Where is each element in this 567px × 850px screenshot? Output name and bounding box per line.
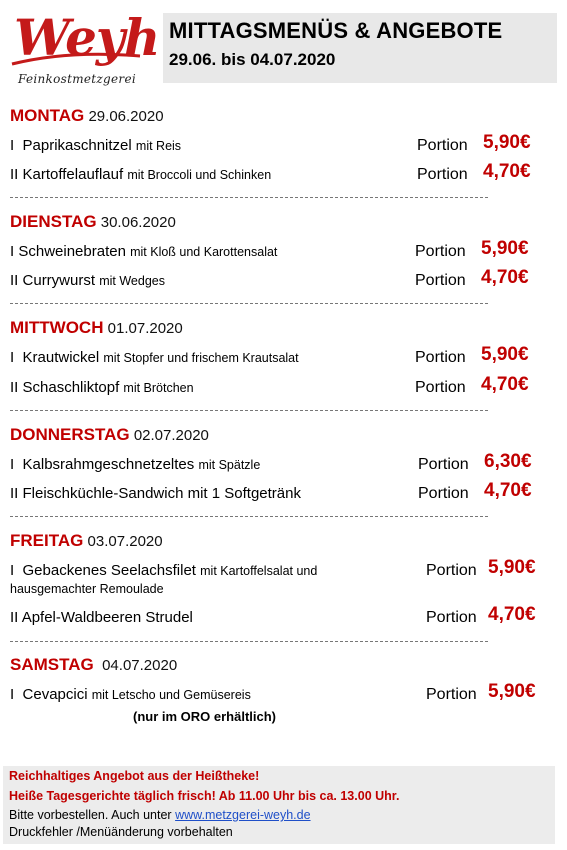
dashed-divider xyxy=(10,410,488,411)
price: 5,90€ xyxy=(488,557,536,578)
logo-subtitle: Feinkostmetzgerei xyxy=(18,72,136,86)
price: 4,70€ xyxy=(481,267,529,288)
dashed-divider xyxy=(10,641,488,642)
item-number: I xyxy=(10,686,15,703)
dish-name: Krautwickel xyxy=(22,349,100,366)
price: 5,90€ xyxy=(481,344,529,365)
portion-label: Portion xyxy=(417,137,468,154)
footer-line-4: Druckfehler /Menüänderung vorbehalten xyxy=(9,825,233,839)
price: 4,70€ xyxy=(488,604,536,625)
portion-label: Portion xyxy=(415,379,466,396)
item-number: II xyxy=(10,609,19,626)
item-number: I xyxy=(10,349,15,366)
item-number: I xyxy=(10,562,15,579)
dish-side-continued: hausgemachter Remoulade xyxy=(10,582,164,596)
saturday-note: (nur im ORO erhältlich) xyxy=(133,709,277,724)
day-date: 03.07.2020 xyxy=(87,533,163,550)
dish-side: mit Reis xyxy=(135,139,182,153)
price: 5,90€ xyxy=(481,238,529,259)
dish-name: Apfel-Waldbeeren Strudel xyxy=(21,609,193,626)
dish-text xyxy=(10,243,277,261)
brand-logo xyxy=(8,6,160,90)
dashed-divider xyxy=(10,303,488,304)
item-number: I xyxy=(10,243,15,260)
footer-line-2: Heiße Tagesgerichte täglich frisch! Ab 11.00 Uhr bis ca. 13.00 Uhr. xyxy=(9,789,400,803)
dish-name: Paprikaschnitzel xyxy=(22,137,132,154)
day-heading-tuesday xyxy=(10,212,176,233)
day-name: MONTAG xyxy=(10,106,85,125)
dish-name: Kalbsrahmgeschnetzeltes xyxy=(22,456,195,473)
day-heading-saturday xyxy=(10,655,177,676)
dish-text xyxy=(10,609,193,627)
menu-header xyxy=(163,13,557,83)
dish-text xyxy=(10,349,299,367)
footer-preorder-text: Bitte vorbestellen. Auch unter xyxy=(9,808,172,822)
dish-side: mit Wedges xyxy=(99,274,165,288)
dish-name: Cevapcici xyxy=(22,686,88,703)
dish-side: mit Brötchen xyxy=(123,381,194,395)
dish-text xyxy=(10,272,165,290)
dish-side: mit Broccoli und Schinken xyxy=(127,168,272,182)
portion-label: Portion xyxy=(417,166,468,183)
dish-text xyxy=(10,166,271,184)
portion-label: Portion xyxy=(426,609,477,626)
day-heading-monday xyxy=(10,106,164,127)
dish-text xyxy=(10,137,181,155)
price: 4,70€ xyxy=(481,374,529,395)
price: 6,30€ xyxy=(484,451,532,472)
day-name: DONNERSTAG xyxy=(10,425,130,444)
item-number: II xyxy=(10,379,19,396)
day-name: FREITAG xyxy=(10,531,84,550)
dish-name: Schaschliktopf xyxy=(22,379,120,396)
dish-side: mit Spätzle xyxy=(198,458,261,472)
day-heading-thursday xyxy=(10,425,209,446)
item-number: I xyxy=(10,137,15,154)
day-name: DIENSTAG xyxy=(10,212,97,231)
page-title: MITTAGSMENÜS & ANGEBOTE xyxy=(169,18,503,43)
footer-line-3 xyxy=(9,808,311,822)
dish-text xyxy=(10,485,301,503)
day-name: SAMSTAG xyxy=(10,655,94,674)
portion-label: Portion xyxy=(415,349,466,366)
day-heading-wednesday xyxy=(10,318,183,339)
dashed-divider xyxy=(10,516,488,517)
portion-label: Portion xyxy=(426,686,477,703)
item-number: I xyxy=(10,456,15,473)
dish-side: mit Stopfer und frischem Krautsalat xyxy=(103,351,299,365)
price: 5,90€ xyxy=(488,681,536,702)
dish-text xyxy=(10,686,251,704)
dish-side: mit Letscho und Gemüsereis xyxy=(91,688,251,702)
dish-text xyxy=(10,456,260,474)
price: 5,90€ xyxy=(483,132,531,153)
dish-name: Fleischküchle-Sandwich mit 1 Softgetränk xyxy=(22,485,301,502)
dish-name: Schweinebraten xyxy=(18,243,126,260)
day-date: 02.07.2020 xyxy=(133,427,209,444)
portion-label: Portion xyxy=(415,272,466,289)
footer-line-1: Reichhaltiges Angebot aus der Heißtheke! xyxy=(9,769,260,783)
dish-name: Currywurst xyxy=(22,272,96,289)
day-date: 29.06.2020 xyxy=(88,108,164,125)
day-date: 04.07.2020 xyxy=(102,657,178,674)
day-heading-friday xyxy=(10,531,163,552)
portion-label: Portion xyxy=(418,485,469,502)
day-name: MITTWOCH xyxy=(10,318,104,337)
dashed-divider xyxy=(10,197,488,198)
day-date: 30.06.2020 xyxy=(100,214,176,231)
item-number: II xyxy=(10,272,19,289)
dish-text xyxy=(10,562,317,598)
logo-wordmark: Weyh xyxy=(14,8,160,67)
price: 4,70€ xyxy=(484,480,532,501)
website-link[interactable]: www.metzgerei-weyh.de xyxy=(175,808,311,822)
item-number: II xyxy=(10,166,19,183)
portion-label: Portion xyxy=(426,562,477,579)
dish-name: Gebackenes Seelachsfilet xyxy=(22,562,196,579)
dish-side: mit Kloß und Karottensalat xyxy=(130,245,278,259)
portion-label: Portion xyxy=(418,456,469,473)
price: 4,70€ xyxy=(483,161,531,182)
footer-info xyxy=(3,766,555,844)
date-range: 29.06. bis 04.07.2020 xyxy=(169,50,336,69)
portion-label: Portion xyxy=(415,243,466,260)
dish-text xyxy=(10,379,194,397)
dish-name: Kartoffelauflauf xyxy=(22,166,124,183)
dish-side: mit Kartoffelsalat und xyxy=(200,564,318,578)
item-number: II xyxy=(10,485,19,502)
day-date: 01.07.2020 xyxy=(107,320,183,337)
